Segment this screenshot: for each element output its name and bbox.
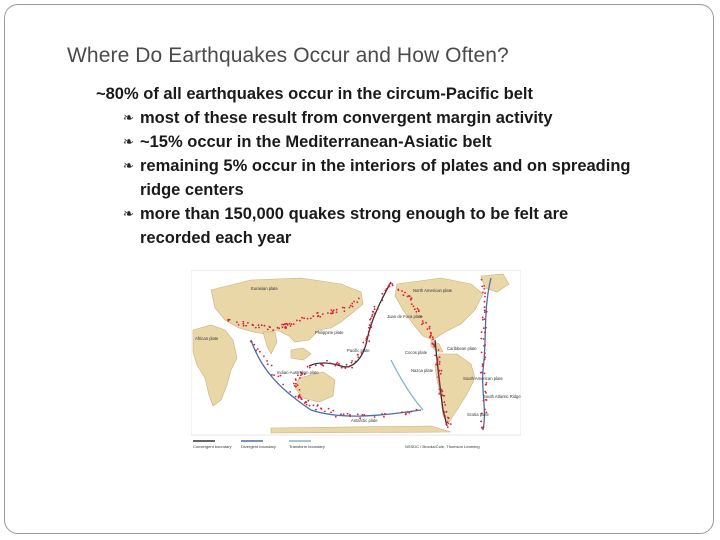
earthquake-dot (439, 356, 441, 358)
earthquake-dot (346, 364, 348, 366)
earthquake-dot (293, 323, 295, 325)
earthquake-dot (481, 286, 483, 288)
earthquake-dot (481, 331, 483, 333)
earthquake-dot (282, 384, 284, 386)
earthquake-dot (480, 338, 482, 340)
earthquake-dot (439, 388, 441, 390)
earthquake-dot (258, 324, 260, 326)
earthquake-dot (430, 333, 432, 335)
earthquake-dot (357, 354, 359, 356)
earthquake-dot (484, 306, 486, 308)
earthquake-dot (271, 365, 273, 367)
earthquake-dot (483, 285, 485, 287)
plate-label: Pacific plate (347, 348, 370, 353)
earthquake-dot (261, 324, 263, 326)
plate-label: Antarctic plate (351, 418, 378, 423)
earthquake-dot (408, 295, 410, 297)
earthquake-dot (368, 334, 370, 336)
legend-convergent-label: Convergent boundary (193, 444, 232, 449)
earthquake-dot (429, 336, 431, 338)
earthquake-dot (327, 312, 329, 314)
earthquake-dot (338, 363, 340, 365)
earthquake-dot (443, 395, 445, 397)
earthquake-dot (434, 355, 436, 357)
earthquake-dot (438, 370, 440, 372)
earthquake-map-figure (191, 270, 521, 460)
earthquake-dot (296, 320, 298, 322)
earthquake-dot (344, 307, 346, 309)
earthquake-dot (450, 423, 452, 425)
earthquake-dot (312, 315, 314, 317)
earthquake-dot (485, 327, 487, 329)
earthquake-dot (416, 311, 418, 313)
earthquake-dot (384, 290, 386, 292)
earthquake-dot (482, 317, 484, 319)
earthquake-dot (437, 376, 439, 378)
earthquake-dot (281, 324, 283, 326)
plate-label: African plate (195, 336, 219, 341)
earthquake-dot (307, 400, 309, 402)
earthquake-dot (242, 321, 244, 323)
earthquake-dot (483, 288, 485, 290)
earthquake-dot (482, 319, 484, 321)
plate-label: Juan de Fuca plate (387, 314, 423, 319)
earthquake-dot (444, 415, 446, 417)
earthquake-dot (285, 326, 287, 328)
earthquake-dot (259, 351, 261, 353)
earthquake-dot (340, 413, 342, 415)
earthquake-dot (266, 360, 268, 362)
earthquake-dot (368, 340, 370, 342)
sub-bullet-text: most of these result from convergent margin activity (140, 109, 553, 127)
earthquake-dot (411, 411, 413, 413)
earthquake-dot (258, 327, 260, 329)
earthquake-dot (357, 356, 359, 358)
earthquake-dot (305, 402, 307, 404)
earthquake-dot (437, 359, 439, 361)
earthquake-dot (313, 404, 315, 406)
earthquake-dot (332, 410, 334, 412)
earthquake-dot (408, 412, 410, 414)
earthquake-dot (291, 323, 293, 325)
earthquake-dot (365, 338, 367, 340)
earthquake-dot (290, 325, 292, 327)
earthquake-dot (440, 389, 442, 391)
earthquake-dot (482, 363, 484, 365)
earthquake-dot (333, 309, 335, 311)
earthquake-dot (319, 316, 321, 318)
earthquake-dot (285, 327, 287, 329)
earthquake-dot (486, 311, 488, 313)
earthquake-dot (480, 372, 482, 374)
earthquake-dot (483, 426, 485, 428)
earthquake-dot (329, 362, 331, 364)
earthquake-dot (301, 317, 303, 319)
earthquake-dot (429, 326, 431, 328)
earthquake-dot (435, 364, 437, 366)
earthquake-dot (324, 411, 326, 413)
earthquake-dot (418, 310, 420, 312)
earthquake-dot (353, 301, 355, 303)
earthquake-dot (299, 377, 301, 379)
earthquake-dot (441, 370, 443, 372)
earthquake-dot (316, 405, 318, 407)
earthquake-dot (442, 407, 444, 409)
plate-label: South Atlantic Ridge (483, 394, 521, 399)
earthquake-dot (414, 308, 416, 310)
earthquake-dot (482, 292, 484, 294)
leaf-bullet-icon: ❧ (123, 134, 134, 149)
earthquake-dot (271, 374, 273, 376)
earthquake-dot (277, 327, 279, 329)
earthquake-dot (482, 365, 484, 367)
earthquake-dot (372, 311, 374, 313)
earthquake-dot (321, 364, 323, 366)
sub-bullet-text: remaining 5% occur in the interiors of plates and on spreading (140, 157, 631, 175)
earthquake-dot (372, 314, 374, 316)
earthquake-dot (273, 374, 275, 376)
earthquake-dot (438, 349, 440, 351)
earthquake-dot (401, 411, 403, 413)
earthquake-dot (483, 399, 485, 401)
bullet-list (96, 82, 696, 250)
earthquake-dot (405, 414, 407, 416)
earthquake-dot (289, 323, 291, 325)
earthquake-dot (348, 366, 350, 368)
earthquake-dot (330, 313, 332, 315)
earthquake-dot (356, 301, 358, 303)
earthquake-dot (407, 411, 409, 413)
earthquake-dot (437, 358, 439, 360)
earthquake-dot (374, 313, 376, 315)
earthquake-dot (447, 417, 449, 419)
earthquake-dot (485, 384, 487, 386)
earthquake-dot (229, 319, 231, 321)
earthquake-dot (243, 325, 245, 327)
earthquake-dot (349, 307, 351, 309)
earthquake-dot (481, 279, 483, 281)
earthquake-dot (286, 323, 288, 325)
earthquake-dot (386, 288, 388, 290)
earthquake-dot (417, 308, 419, 310)
earthquake-dot (484, 391, 486, 393)
earthquake-dot (347, 413, 349, 415)
earthquake-dot (368, 331, 370, 333)
earthquake-map (191, 270, 521, 460)
earthquake-dot (447, 421, 449, 423)
sub-bullet-text-cont: recorded each year (140, 229, 292, 247)
earthquake-dot (350, 305, 352, 307)
earthquake-dot (236, 321, 238, 323)
earthquake-dot (267, 329, 269, 331)
earthquake-dot (381, 299, 383, 301)
earthquake-dot (443, 401, 445, 403)
plate-label: Cocos plate (405, 350, 428, 355)
earthquake-dot (349, 415, 351, 417)
earthquake-dot (257, 348, 259, 350)
sub-bullet-4 (123, 202, 696, 250)
earthquake-dot (295, 378, 297, 380)
earthquake-dot (317, 316, 319, 318)
earthquake-dot (369, 319, 371, 321)
earthquake-dot (326, 360, 328, 362)
earthquake-dot (484, 292, 486, 294)
earthquake-dot (370, 322, 372, 324)
earthquake-dot (484, 332, 486, 334)
earthquake-dot (328, 408, 330, 410)
earthquake-dot (336, 309, 338, 311)
earthquake-dot (238, 324, 240, 326)
sub-bullet-3 (123, 154, 696, 202)
earthquake-dot (422, 320, 424, 322)
earthquake-dot (444, 404, 446, 406)
earthquake-dot (433, 346, 435, 348)
earthquake-dot (401, 290, 403, 292)
earthquake-dot (298, 396, 300, 398)
earthquake-dot (416, 409, 418, 411)
earthquake-dot (446, 411, 448, 413)
earthquake-dot (315, 365, 317, 367)
earthquake-dot (425, 322, 427, 324)
earthquake-dot (293, 383, 295, 385)
earthquake-dot (403, 294, 405, 296)
earthquake-dot (315, 409, 317, 411)
earthquake-dot (370, 326, 372, 328)
earthquake-dot (484, 409, 486, 411)
earthquake-dot (251, 341, 253, 343)
earthquake-dot (278, 327, 280, 329)
earthquake-dot (481, 427, 483, 429)
earthquake-dot (365, 340, 367, 342)
earthquake-dot (352, 306, 354, 308)
earthquake-dot (445, 423, 447, 425)
slide-title: Where Do Earthquakes Occur and How Often? (67, 44, 509, 67)
earthquake-dot (332, 311, 334, 313)
earthquake-dot (335, 365, 337, 367)
earthquake-dot (374, 306, 376, 308)
earthquake-dot (343, 413, 345, 415)
earthquake-dot (242, 323, 244, 325)
plate-label: Caribbean plate (447, 346, 477, 351)
earthquake-dot (309, 405, 311, 407)
earthquake-dot (388, 285, 390, 287)
earthquake-dot (345, 367, 347, 369)
earthquake-dot (485, 399, 487, 401)
earthquake-dot (337, 362, 339, 364)
earthquake-dot (321, 408, 323, 410)
earthquake-dot (444, 411, 446, 413)
earthquake-dot (377, 308, 379, 310)
earthquake-dot (439, 363, 441, 365)
earthquake-dot (299, 389, 301, 391)
earthquake-dot (297, 384, 299, 386)
earthquake-dot (289, 391, 291, 393)
earthquake-dot (355, 361, 357, 363)
earthquake-dot (486, 382, 488, 384)
earthquake-dot (269, 326, 271, 328)
earthquake-dot (330, 309, 332, 311)
earthquake-dot (439, 382, 441, 384)
earthquake-dot (282, 326, 284, 328)
earthquake-dot (422, 322, 424, 324)
earthquake-dot (383, 416, 385, 418)
earthquake-dot (267, 363, 269, 365)
plate-label: Philippine plate (315, 330, 344, 335)
earthquake-dot (438, 393, 440, 395)
earthquake-dot (342, 307, 344, 309)
earthquake-dot (484, 318, 486, 320)
earthquake-dot (368, 327, 370, 329)
map-legend (193, 441, 480, 449)
earthquake-dot (272, 329, 274, 331)
earthquake-dot (432, 336, 434, 338)
earthquake-dot (255, 350, 257, 352)
earthquake-dot (480, 421, 482, 423)
earthquake-dot (439, 391, 441, 393)
legend-transform-label: Transform boundary (289, 444, 325, 449)
earthquake-dot (410, 299, 412, 301)
earthquake-dot (374, 308, 376, 310)
earthquake-dot (252, 324, 254, 326)
earthquake-dot (484, 296, 486, 298)
sub-bullet-1 (123, 106, 696, 130)
earthquake-dot (483, 327, 485, 329)
earthquake-dot (253, 344, 255, 346)
earthquake-dot (255, 327, 257, 329)
legend-divergent-label: Divergent boundary (241, 444, 276, 449)
earthquake-dot (484, 356, 486, 358)
earthquake-dot (307, 318, 309, 320)
map-credit: NSSDC / Brooks/Cole, Thomson Learning (405, 444, 480, 449)
earthquake-dot (439, 361, 441, 363)
earthquake-dot (344, 310, 346, 312)
earthquake-dot (411, 303, 413, 305)
earthquake-dot (392, 284, 394, 286)
plate-label: South American plate (463, 376, 503, 381)
earthquake-dot (440, 373, 442, 375)
main-bullet: ~80% of all earthquakes occur in the circum-Pacific belt (96, 85, 533, 103)
plate-label: Nazca plate (411, 368, 434, 373)
earthquake-dot (351, 362, 353, 364)
earthquake-dot (432, 343, 434, 345)
sub-bullet-text-cont: ridge centers (140, 181, 244, 199)
earthquake-dot (310, 364, 312, 366)
earthquake-dot (484, 359, 486, 361)
earthquake-dot (247, 322, 249, 324)
plate-label: Scotia plate (467, 412, 489, 417)
earthquake-dot (484, 311, 486, 313)
earthquake-dot (295, 396, 297, 398)
earthquake-dot (365, 344, 367, 346)
plate-label: Indian-Australian plate (277, 370, 319, 375)
leaf-bullet-icon: ❧ (123, 158, 134, 173)
earthquake-dot (341, 367, 343, 369)
earthquake-dot (381, 413, 383, 415)
earthquake-dot (351, 303, 353, 305)
earthquake-dot (437, 361, 439, 363)
earthquake-dot (429, 328, 431, 330)
earthquake-dot (363, 414, 365, 416)
earthquake-dot (310, 318, 312, 320)
earthquake-dot (307, 366, 309, 368)
earthquake-dot (430, 335, 432, 337)
earthquake-dot (322, 313, 324, 315)
earthquake-dot (306, 404, 308, 406)
earthquake-dot (404, 292, 406, 294)
earthquake-dot (411, 297, 413, 299)
sub-bullet-text: ~15% occur in the Mediterranean-Asiatic belt (140, 133, 492, 151)
earthquake-dot (481, 352, 483, 354)
earthquake-dot (309, 367, 311, 369)
earthquake-dot (438, 373, 440, 375)
earthquake-dot (278, 376, 280, 378)
leaf-bullet-icon: ❧ (123, 206, 134, 221)
earthquake-dot (299, 394, 301, 396)
earthquake-dot (264, 325, 266, 327)
sub-bullet-2 (123, 130, 696, 154)
earthquake-dot (384, 413, 386, 415)
earthquake-dot (245, 325, 247, 327)
earthquake-dot (351, 367, 353, 369)
earthquake-dot (294, 385, 296, 387)
earthquake-dot (336, 311, 338, 313)
earthquake-dot (484, 301, 486, 303)
plate-label: North American plate (413, 288, 453, 293)
earthquake-dot (441, 394, 443, 396)
earthquake-dot (300, 398, 302, 400)
earthquake-dot (303, 317, 305, 319)
plate-label: Eurasian plate (251, 286, 278, 291)
earthquake-dot (358, 298, 360, 300)
earthquake-dot (438, 379, 440, 381)
earthquake-dot (484, 352, 486, 354)
leaf-bullet-icon: ❧ (123, 110, 134, 125)
earthquake-dot (335, 416, 337, 418)
sub-bullet-text: more than 150,000 quakes strong enough to be felt are (140, 205, 569, 223)
earthquake-dot (381, 293, 383, 295)
earthquake-dot (366, 336, 368, 338)
earthquake-dot (398, 289, 400, 291)
earthquake-dot (484, 373, 486, 375)
earthquake-dot (362, 342, 364, 344)
earthquake-dot (283, 324, 285, 326)
earthquake-dot (299, 320, 301, 322)
earthquake-dot (427, 328, 429, 330)
earthquake-dot (362, 414, 364, 416)
earthquake-dot (484, 310, 486, 312)
earthquake-dot (447, 426, 449, 428)
earthquake-dot (330, 412, 332, 414)
earthquake-dot (432, 338, 434, 340)
earthquake-dot (227, 320, 229, 322)
earthquake-dot (483, 338, 485, 340)
earthquake-dot (295, 383, 297, 385)
earthquake-dot (263, 355, 265, 357)
earthquake-dot (484, 344, 486, 346)
earthquake-dot (413, 305, 415, 307)
earthquake-dot (357, 413, 359, 415)
earthquake-dot (351, 360, 353, 362)
earthquake-dot (369, 324, 371, 326)
earthquake-dot (371, 316, 373, 318)
earthquake-dot (322, 365, 324, 367)
earthquake-dot (317, 312, 319, 314)
